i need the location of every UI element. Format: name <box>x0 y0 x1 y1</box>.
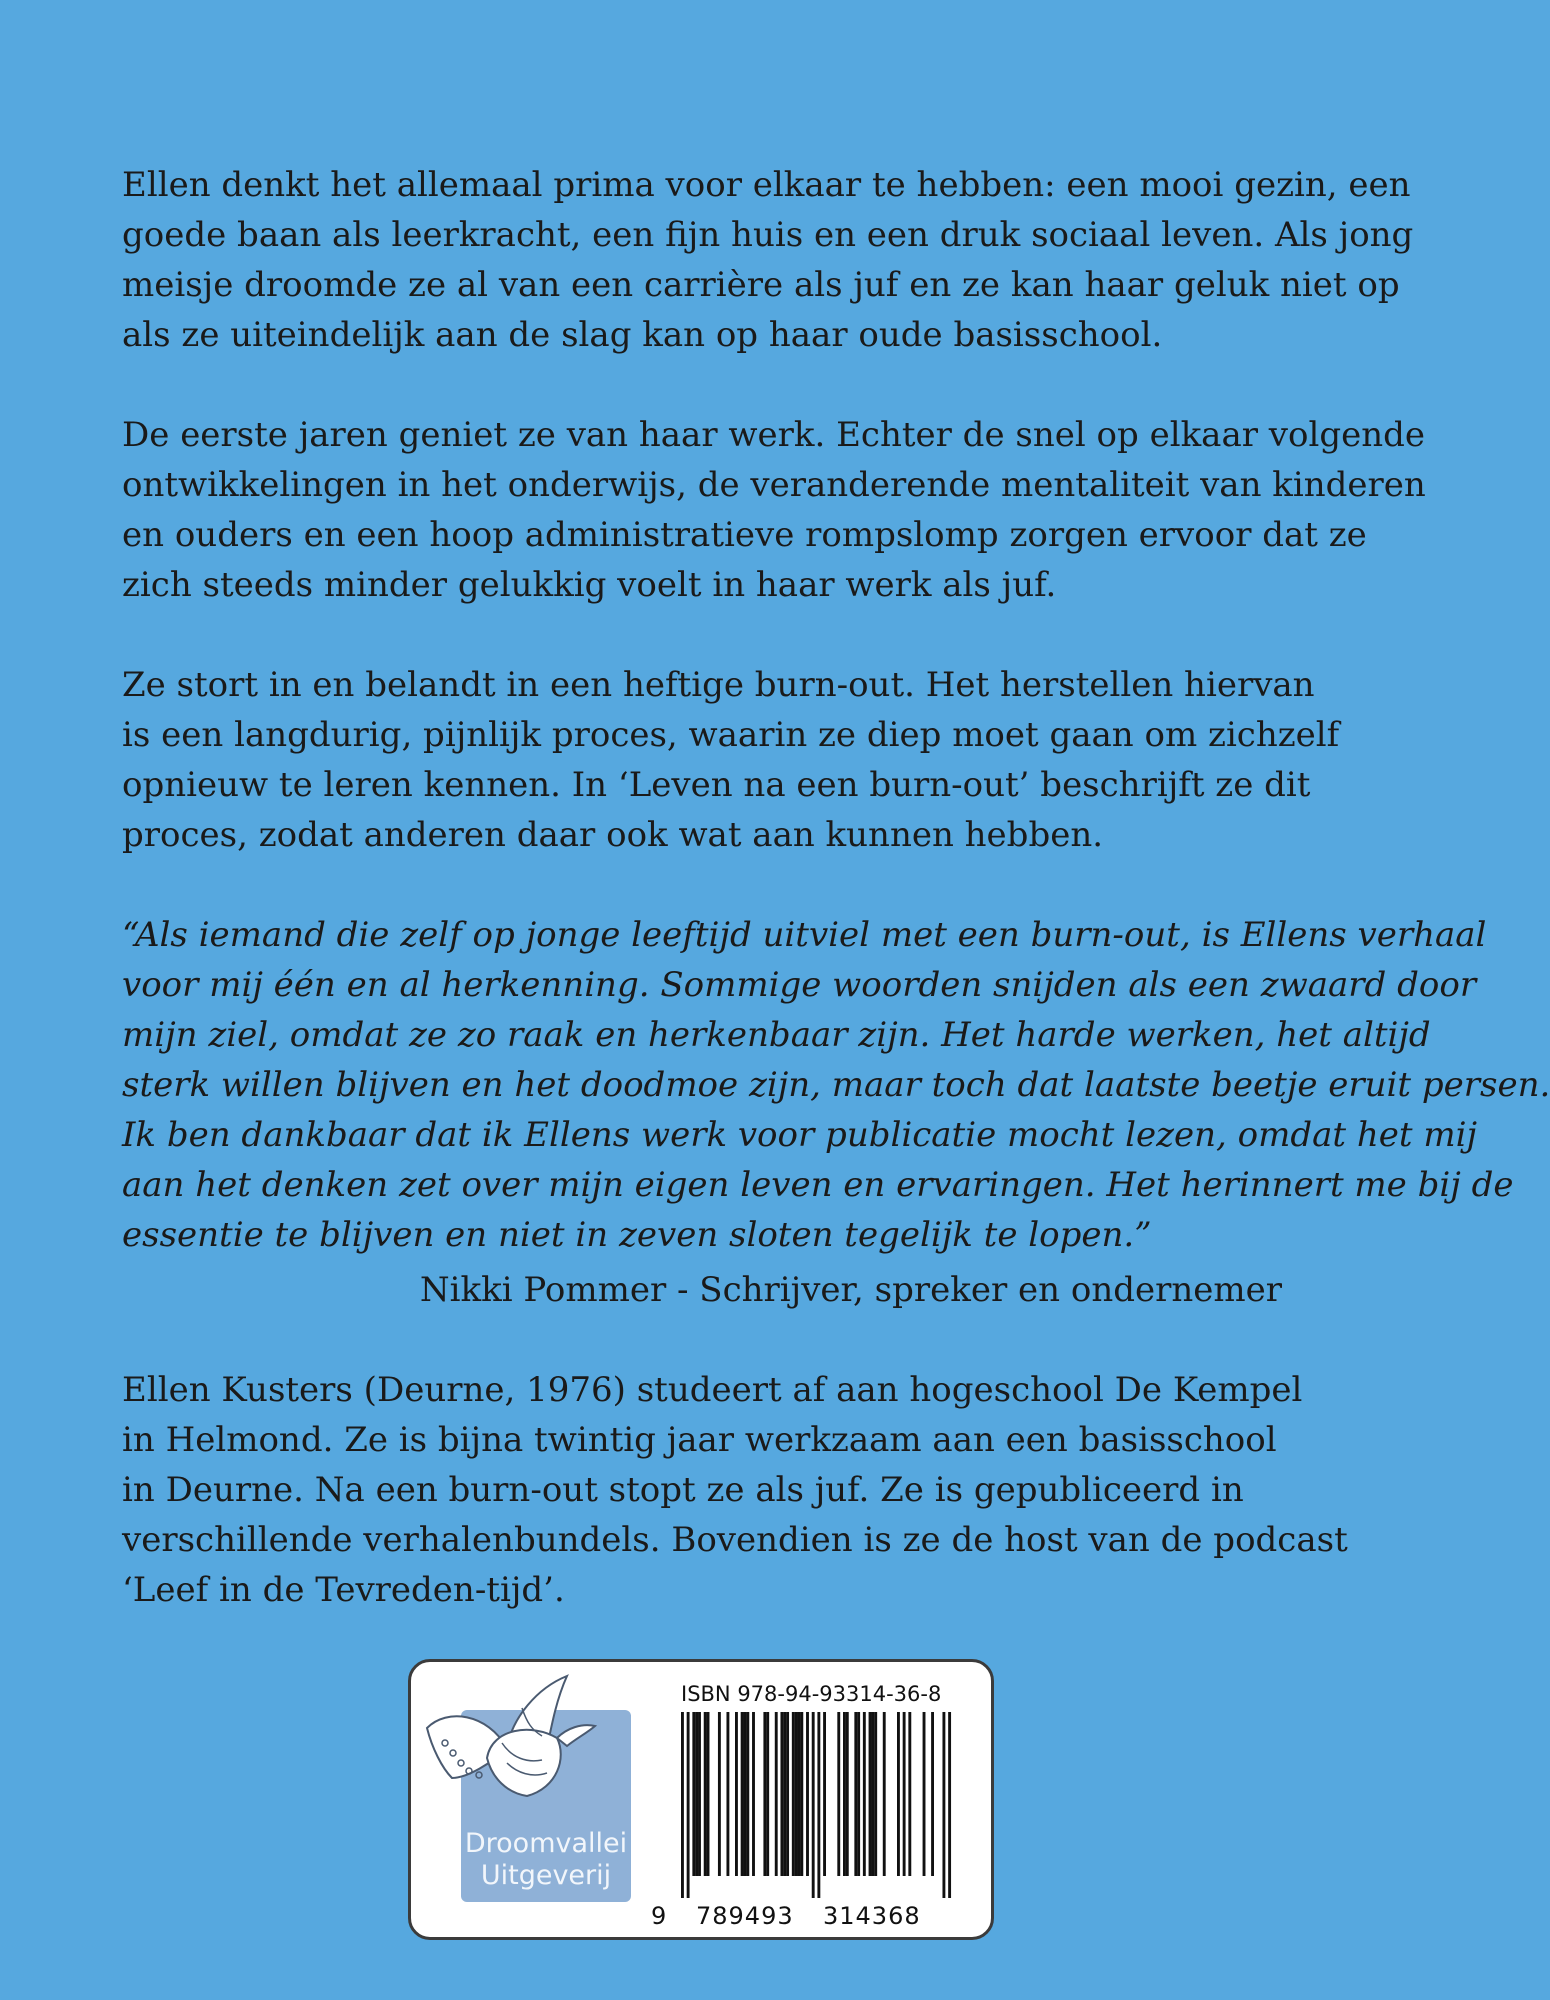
barcode-bar <box>798 1712 801 1876</box>
text-line: en ouders en een hoop administratieve rompslomp zorgen ervoor dat ze <box>122 515 1367 555</box>
barcode-bar <box>823 1712 826 1876</box>
barcode-bar <box>948 1712 951 1898</box>
text-line: in Deurne. Na een burn-out stopt ze als juf. Ze is gepubliceerd in <box>122 1470 1244 1510</box>
author-bio <box>122 1365 1348 1615</box>
barcode-bar <box>766 1712 769 1876</box>
quote-line: aan het denken zet over mijn eigen leven en ervaringen. Het herinnert me bij de <box>122 1165 1514 1205</box>
barcode-bar <box>695 1712 698 1876</box>
quote-attribution: Nikki Pommer - Schrijver, spreker en ondernemer <box>419 1270 1282 1310</box>
barcode-bar <box>817 1712 820 1898</box>
barcode-bar <box>704 1712 707 1876</box>
text-line: opnieuw te leren kennen. In ‘Leven na een burn-out’ beschrijft ze dit <box>122 765 1311 805</box>
barcode-bar <box>846 1712 849 1876</box>
barcode-bar <box>923 1712 926 1876</box>
barcode-bar <box>741 1712 744 1876</box>
barcode-digit-prefix: 9 <box>651 1902 668 1930</box>
barcode-bar <box>857 1712 860 1876</box>
text-line: goede baan als leerkracht, een fijn huis en een druk sociaal leven. Als jong <box>122 215 1414 255</box>
barcode-bar <box>786 1712 789 1876</box>
barcode-bar <box>752 1712 755 1876</box>
text-line: ontwikkelingen in het onderwijs, de veranderende mentaliteit van kinderen <box>122 465 1426 505</box>
barcode-bar <box>871 1712 874 1876</box>
text-line: proces, zodat anderen daar ook wat aan kunnen hebben. <box>122 815 1104 855</box>
barcode-bar <box>746 1712 749 1876</box>
barcode-image <box>681 1712 951 1898</box>
text-line: De eerste jaren geniet ze van haar werk. Echter de snel op elkaar volgende <box>122 415 1425 455</box>
barcode-bar <box>681 1712 684 1898</box>
quote-line: essentie te blijven en niet in zeven sloten tegelijk te lopen.” <box>122 1215 1152 1255</box>
barcode-bar <box>942 1712 945 1898</box>
barcode-bar <box>897 1712 900 1876</box>
blurb-paragraph-3 <box>122 660 1340 860</box>
publisher-name: Droomvallei <box>464 1828 628 1859</box>
isbn-number: ISBN 978-94-93314-36-8 <box>681 1682 942 1706</box>
barcode-bar <box>863 1712 866 1876</box>
quote-line: voor mij één en al herkenning. Sommige woorden snijden als een zwaard door <box>122 965 1477 1005</box>
text-line: meisje droomde ze al van een carrière als juf en ze kan haar geluk niet op <box>122 265 1400 305</box>
text-line: in Helmond. Ze is bijna twintig jaar werkzaam aan een basisschool <box>122 1420 1277 1460</box>
bird-icon <box>417 1668 627 1818</box>
quote-line: mijn ziel, omdat ze zo raak en herkenbaar zijn. Het harde werken, het altijd <box>122 1015 1431 1055</box>
barcode-bar <box>931 1712 934 1876</box>
barcode-bar <box>726 1712 729 1876</box>
text-line: is een langdurig, pijnlijk proces, waarin ze diep moet gaan om zichzelf <box>122 715 1340 755</box>
barcode-bar <box>735 1712 738 1876</box>
barcode-bar <box>800 1712 803 1876</box>
barcode-bar <box>908 1712 911 1876</box>
barcode-bar <box>763 1712 766 1876</box>
text-line: Ellen denkt het allemaal prima voor elkaar te hebben: een mooi gezin, een <box>122 165 1411 205</box>
isbn-label-box <box>408 1659 994 1940</box>
barcode-digits-left: 789493 <box>696 1902 794 1930</box>
barcode-bar <box>843 1712 846 1876</box>
quote-line: “Als iemand die zelf op jonge leeftijd uitviel met een burn-out, is Ellens verhaal <box>122 915 1487 955</box>
barcode-bar <box>692 1712 695 1876</box>
barcode-bar <box>874 1712 877 1876</box>
text-line: ‘Leef in de Tevreden-tijd’. <box>122 1570 565 1610</box>
barcode-bar <box>718 1712 721 1876</box>
barcode-digits-right: 314368 <box>823 1902 921 1930</box>
quote-line: Ik ben dankbaar dat ik Ellens werk voor publicatie mocht lezen, omdat het mij <box>122 1115 1478 1155</box>
publisher-subtitle: Uitgeverij <box>480 1860 612 1891</box>
barcode-bar <box>775 1712 778 1876</box>
barcode-bar <box>812 1712 815 1898</box>
barcode-bar <box>792 1712 795 1876</box>
barcode-bar <box>837 1712 840 1876</box>
barcode-bar <box>795 1712 798 1876</box>
barcode-bar <box>869 1712 872 1876</box>
barcode-bar <box>780 1712 783 1876</box>
barcode-bar <box>698 1712 701 1876</box>
barcode-bar <box>707 1712 710 1876</box>
text-line: Ze stort in en belandt in een heftige burn-out. Het herstellen hiervan <box>122 665 1315 705</box>
barcode-bar <box>903 1712 906 1876</box>
text-line: zich steeds minder gelukkig voelt in haar werk als juf. <box>122 565 1057 605</box>
barcode-bar <box>687 1712 690 1898</box>
barcode-bar <box>806 1712 809 1876</box>
quote-line: sterk willen blijven en het doodmoe zijn, maar toch dat laatste beetje eruit persen. <box>122 1065 1550 1105</box>
text-line: Ellen Kusters (Deurne, 1976) studeert af aan hogeschool De Kempel <box>122 1370 1303 1410</box>
endorsement-quote <box>122 910 1550 1260</box>
barcode-bar <box>744 1712 747 1876</box>
blurb-paragraph-2 <box>122 410 1426 610</box>
barcode-bar <box>854 1712 857 1876</box>
barcode-bar <box>783 1712 786 1876</box>
blurb-paragraph-1 <box>122 160 1414 360</box>
text-line: als ze uiteindelijk aan de slag kan op haar oude basisschool. <box>122 315 1163 355</box>
text-line: verschillende verhalenbundels. Bovendien is ze de host van de podcast <box>122 1520 1348 1560</box>
barcode-bar <box>883 1712 886 1876</box>
